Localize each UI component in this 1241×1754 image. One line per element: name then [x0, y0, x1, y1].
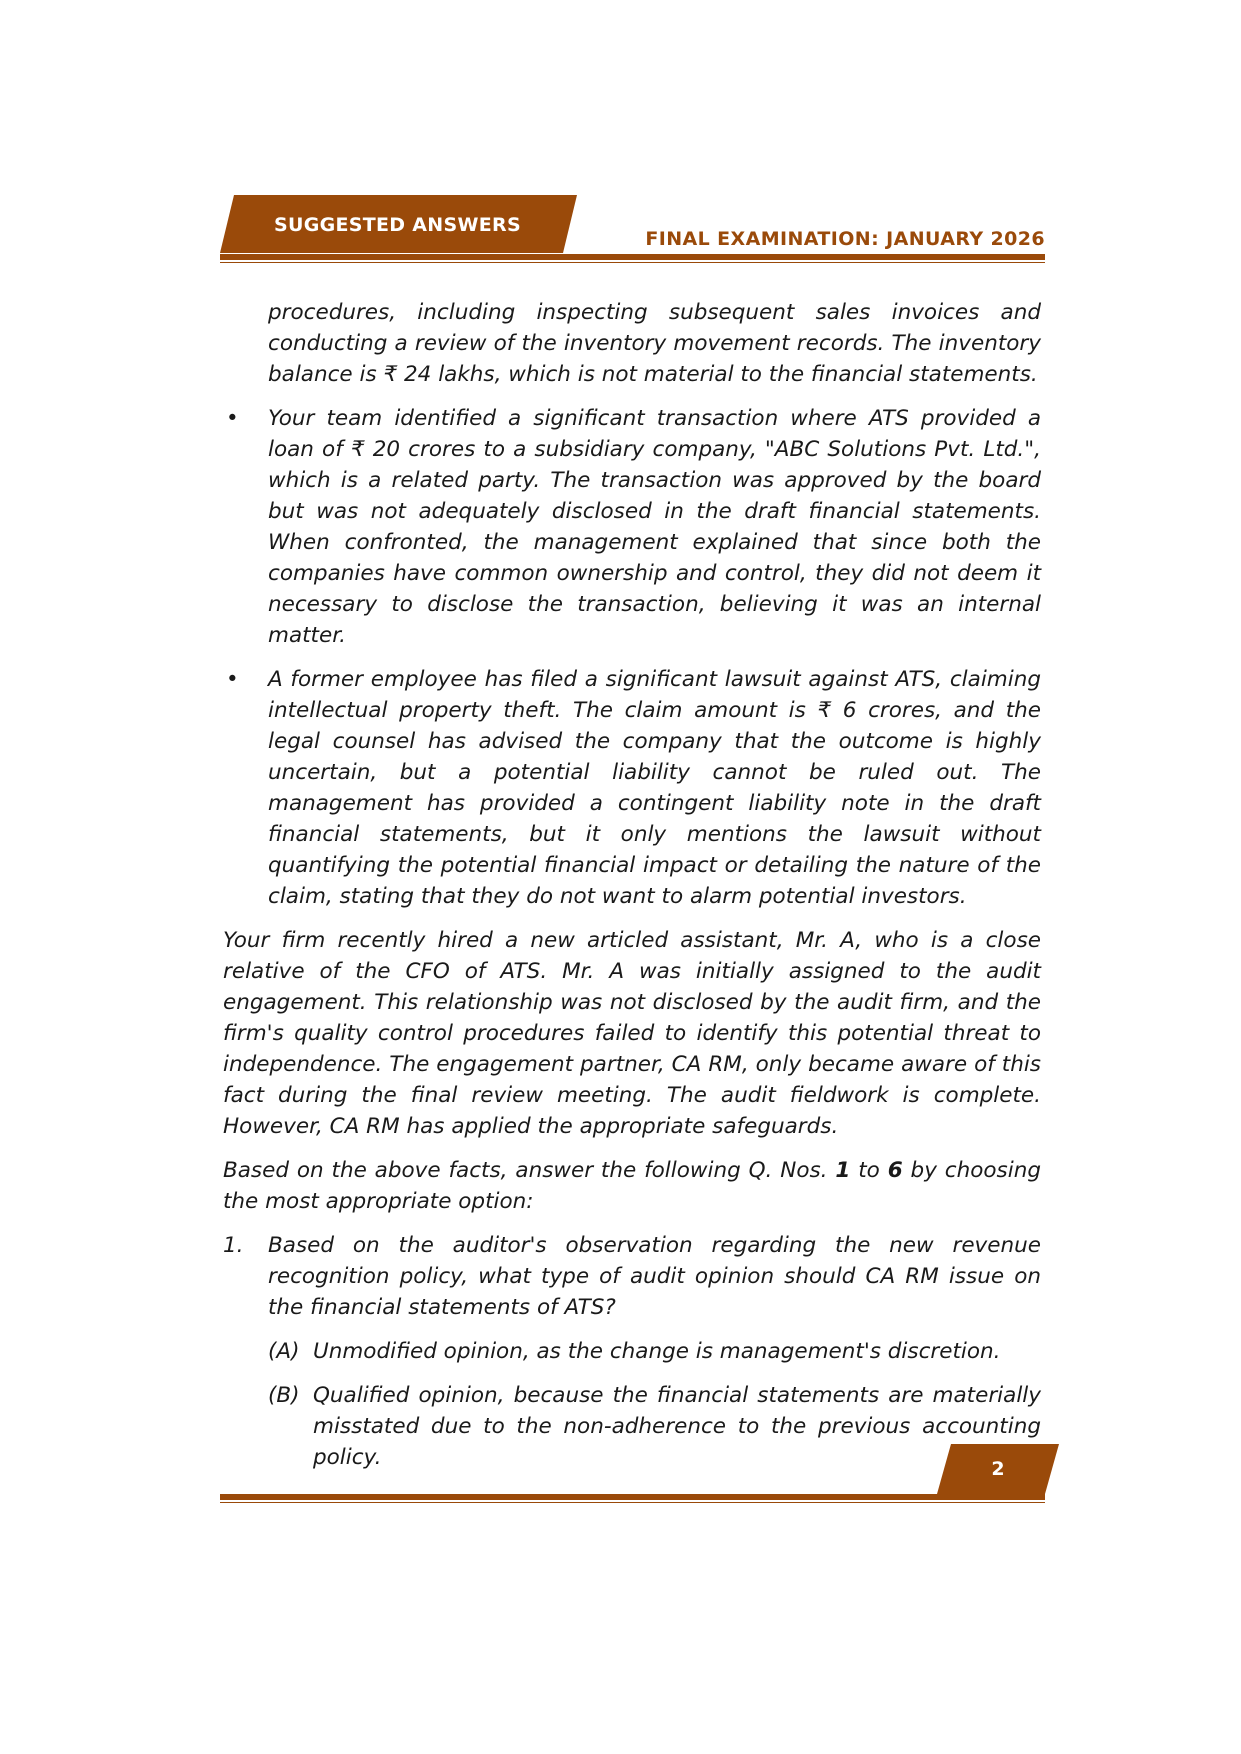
instruction-suffix: by choosing the most appropriate option: — [223, 1158, 1041, 1214]
question-range-start: 1 — [835, 1158, 851, 1183]
question-number: 1. — [223, 1233, 244, 1258]
footer-rule — [220, 1494, 1045, 1500]
instruction-paragraph — [223, 1155, 1041, 1217]
bullet-item — [223, 403, 1041, 651]
question-item — [223, 1230, 1041, 1323]
instruction-middle: to — [850, 1158, 888, 1183]
bullet-text: A former employee has filed a significant lawsuit against ATS, claiming intellectual property theft. The claim amount is ₹ 6 crores, and the legal counsel has advised the company that the outcome is highly uncertain, but a potential liability cannot be ruled out. The management has provided a contingent liability note in the draft financial statements, but it only mentions the lawsuit without quantifying the potential financial impact or detailing the nature of the claim, stating that they do not want to alarm potential investors. — [268, 667, 1041, 909]
continuation-paragraph: procedures, including inspecting subsequent sales invoices and conducting a review of the inventory movement records. The inventory balance is ₹ 24 lakhs, which is not material to the financial statements. — [268, 300, 1041, 387]
page-number: 2 — [991, 1458, 1005, 1480]
bullet-text: Your team identified a significant transaction where ATS provided a loan of ₹ 20 crores to a subsidiary company, "ABC Solutions Pvt. Ltd.", which is a related party. The transaction was approved by the board but was not adequately disclosed in the draft financial statements. When confronted, the management explained that since both the companies have common ownership and control, they did not deem it necessary to disclose the transaction, believing it was an internal matter. — [268, 406, 1041, 648]
footer-rule-thin — [220, 1502, 1045, 1503]
option-label: (A) — [268, 1339, 300, 1364]
option-text: Qualified opinion, because the financial statements are materially misstated due to the non-adherence to the previous accounting policy. — [313, 1383, 1041, 1470]
page-content — [223, 297, 1041, 1486]
bullet-symbol: • — [226, 406, 239, 431]
case-paragraph: Your firm recently hired a new articled assistant, Mr. A, who is a close relative of the CFO of ATS. Mr. A was initially assigned to the audit engagement. This relationship was not disclosed by the audit firm, and the firm's quality control procedures failed to identify this potential threat to independence. The engagement partner, CA RM, only became aware of this fact during the final review meeting. The audit fieldwork is complete. However, CA RM has applied the appropriate safeguards. — [223, 928, 1041, 1139]
header-rule-thin — [220, 262, 1045, 263]
answer-option — [223, 1336, 1041, 1367]
question-range-end: 6 — [887, 1158, 903, 1183]
instruction-prefix: Based on the above facts, answer the following Q. Nos. — [223, 1158, 836, 1183]
header-tab-label: SUGGESTED ANSWERS — [274, 214, 521, 236]
bullet-item — [223, 664, 1041, 912]
exam-title: FINAL EXAMINATION: JANUARY 2026 — [645, 228, 1045, 250]
header-rule — [220, 254, 1045, 260]
question-text: Based on the auditor's observation regarding the new revenue recognition policy, what type of audit opinion should CA RM issue on the financial statements of ATS? — [268, 1233, 1041, 1320]
option-label: (B) — [268, 1383, 300, 1408]
answer-option — [223, 1380, 1041, 1473]
bullet-symbol: • — [226, 667, 239, 692]
option-text: Unmodified opinion, as the change is management's discretion. — [313, 1339, 1001, 1364]
